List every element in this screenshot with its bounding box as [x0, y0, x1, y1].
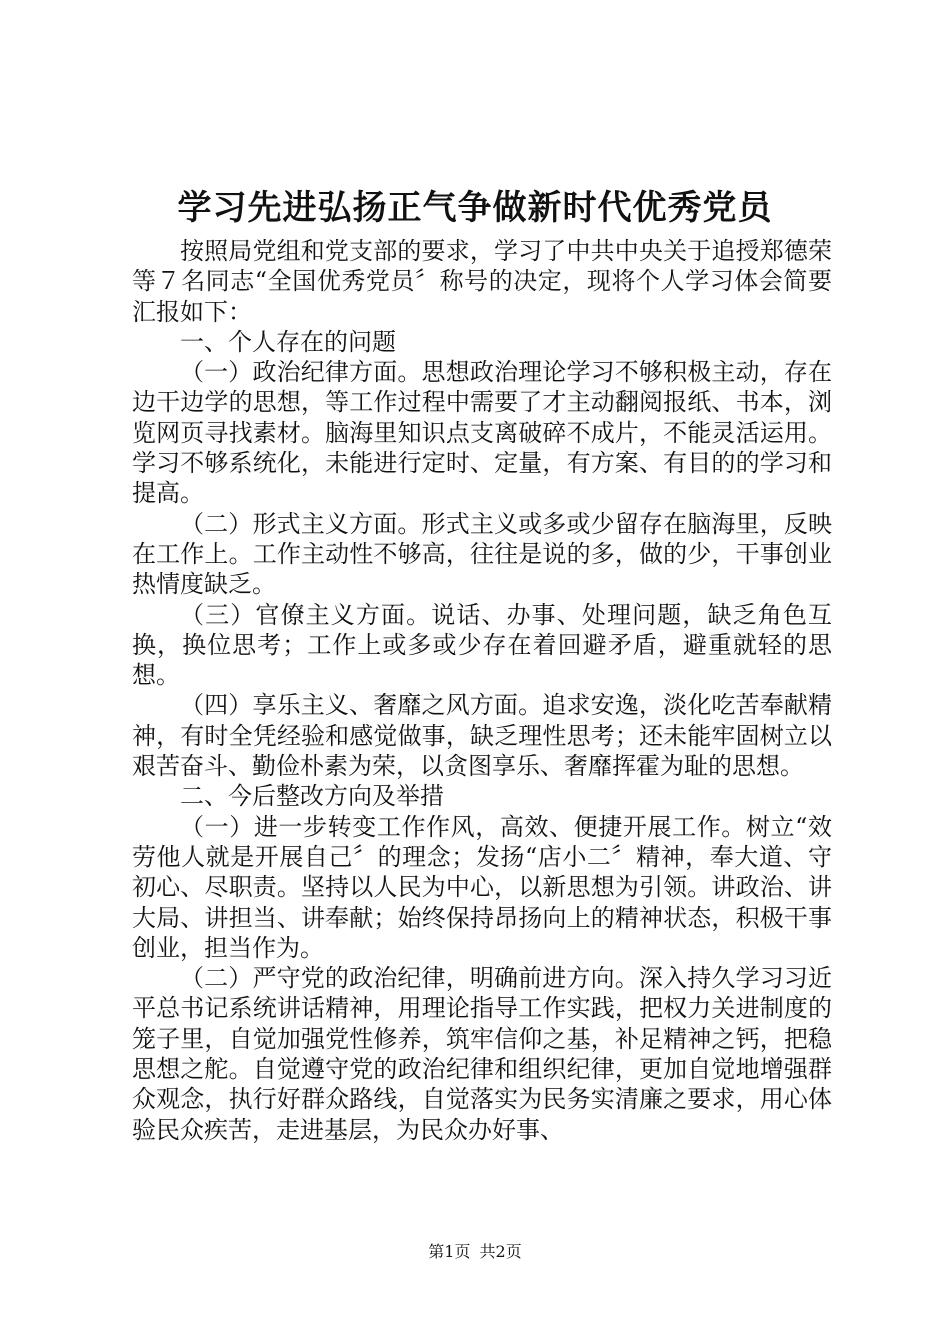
problem-paragraph-bureaucracy: （三）官僚主义方面。说话、办事、处理问题，缺乏角色互换，换位思考；工作上或多或少存在着回避矛盾，避重就轻的思想。	[132, 600, 832, 690]
problem-paragraph-political: （一）政治纪律方面。思想政治理论学习不够积极主动，存在边干边学的思想，等工作过程中需要了才主动翻阅报纸、书本，浏览网页寻找素材。脑海里知识点支离破碎不成片，不能灵活运用。学习不够系统化，未能进行定时、定量，有方案、有目的的学习和提高。	[132, 358, 832, 508]
problem-paragraph-hedonism: （四）享乐主义、奢靡之风方面。追求安逸，淡化吃苦奉献精神，有时全凭经验和感觉做事，缺乏理性思考；还未能牢固树立以艰苦奋斗、勤俭朴素为荣，以贪图享乐、奢靡挥霍为耻的思想。	[132, 691, 832, 781]
section-heading-problems: 一、个人存在的问题	[180, 327, 396, 356]
measure-paragraph-discipline: （二）严守党的政治纪律，明确前进方向。深入持久学习习近平总书记系统讲话精神，用理论指导工作实践，把权力关进制度的笼子里，自觉加强党性修养，筑牢信仰之基，补足精神之钙，把稳思想之舵。自觉遵守党的政治纪律和组织纪律，更加自觉地增强群众观念，执行好群众路线，自觉落实为民务实清廉之要求，用心体验民众疾苦，走进基层，为民众办好事、	[132, 964, 832, 1144]
page-footer	[0, 1241, 950, 1263]
document-body	[132, 236, 832, 1145]
problem-paragraph-formalism: （二）形式主义方面。形式主义或多或少留存在脑海里，反映在工作上。工作主动性不够高，往往是说的多，做的少，干事创业热情度缺乏。	[132, 509, 832, 599]
document-title: 学习先进弘扬正气争做新时代优秀党员	[177, 188, 773, 228]
page-number: 第1页	[428, 1242, 471, 1261]
page-total: 共2页	[479, 1242, 522, 1261]
section-heading-rectification: 二、今后整改方向及举措	[180, 782, 444, 811]
intro-paragraph: 按照局党组和党支部的要求，学习了中共中央关于追授郑德荣等７名同志“全国优秀党员〞称号的决定，现将个人学习体会简要汇报如下：	[132, 237, 832, 326]
measure-paragraph-style: （一）进一步转变工作作风，高效、便捷开展工作。树立“效劳他人就是开展自己〞的理念；发扬“店小二〞精神，奉大道、守初心、尽职责。坚持以人民为中心，以新思想为引领。讲政治、讲大局、讲担当、讲奉献；始终保持昂扬向上的精神状态，积极干事创业，担当作为。	[132, 812, 832, 962]
